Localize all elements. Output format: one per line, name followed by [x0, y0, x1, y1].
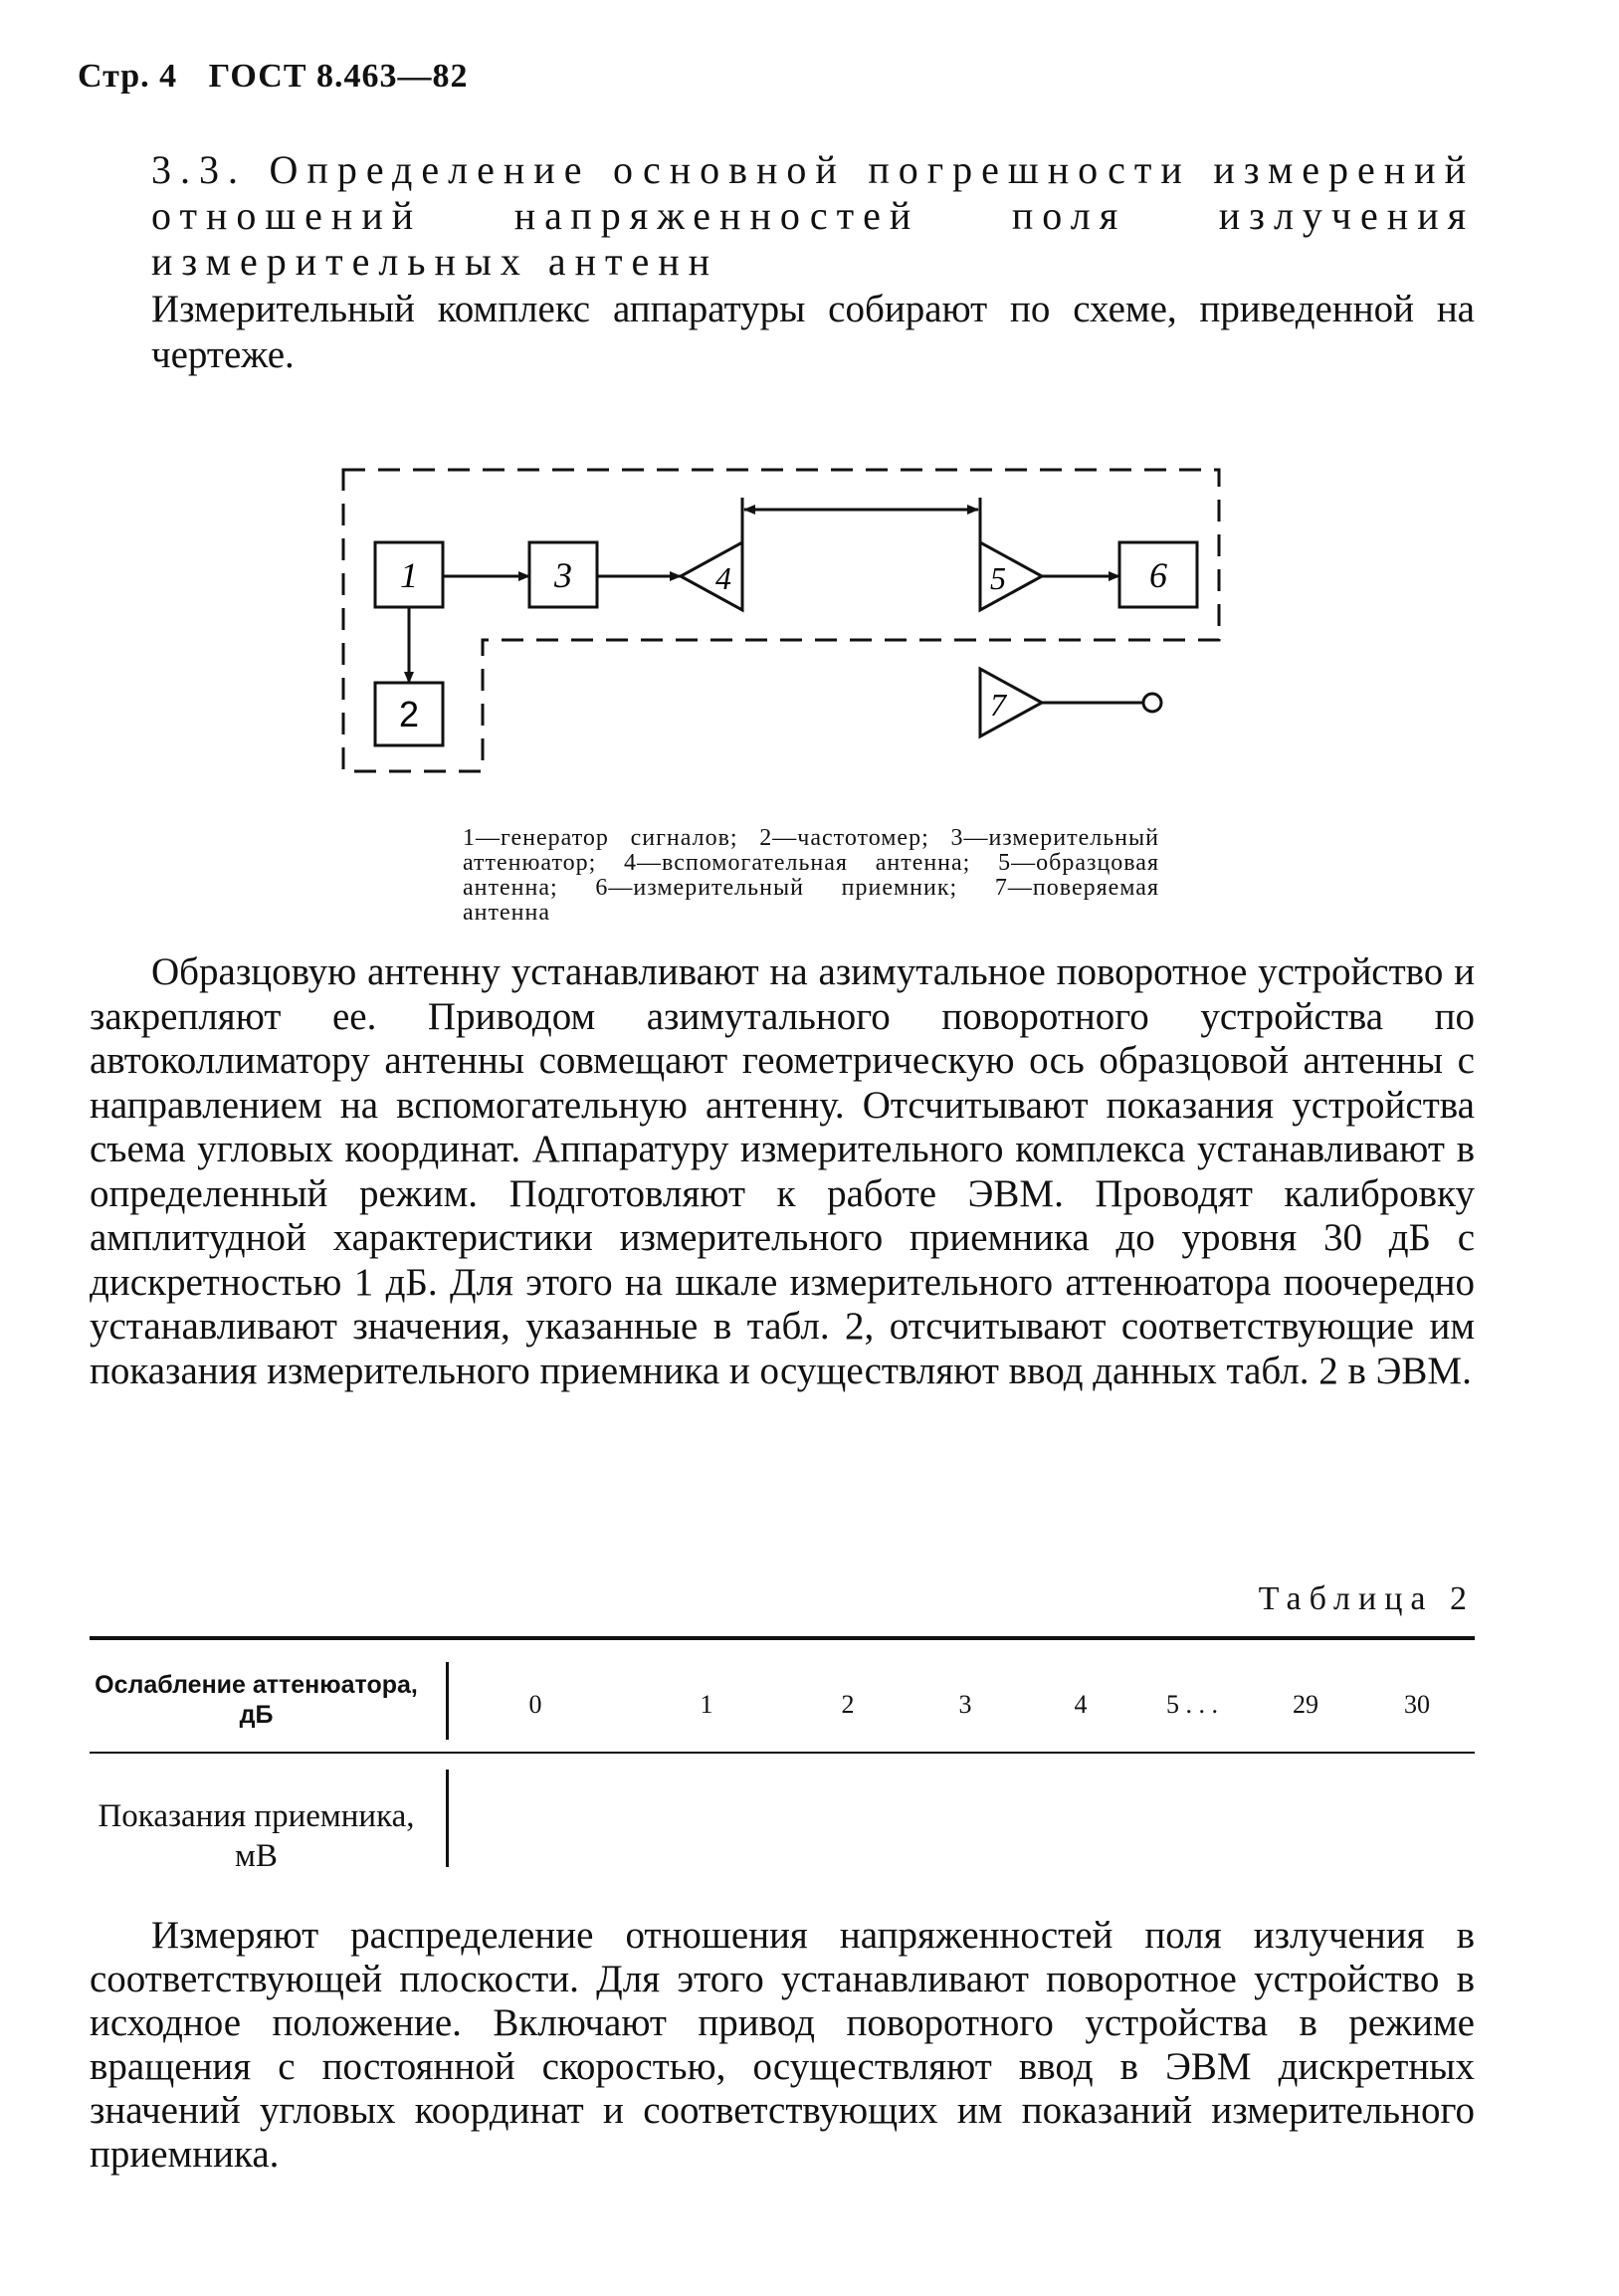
gost-number: ГОСТ 8.463—82: [208, 58, 469, 95]
table-cell: 5 . . .: [1166, 1690, 1218, 1719]
svg-text:3: 3: [554, 555, 572, 595]
paragraph-measurement: Измеряют распределение отношения напряженностей поля излучения в соответствующей плоскости. Для этого устанавливают поворотное устройство в исходное положение. Включают привод поворотного устройства в режиме вращения с постоянной скоростью, осуществляют ввод в ЭВМ дискретных значений угловых координат и соответствующих им показаний измерительного приемника.: [90, 1914, 1475, 2176]
table-vertical-rule-1: [446, 1662, 449, 1740]
table-cell: 4: [1074, 1690, 1088, 1719]
table-cell: 2: [841, 1690, 855, 1719]
table-cell: 30: [1404, 1690, 1430, 1719]
svg-text:2: 2: [398, 694, 420, 734]
svg-text:4: 4: [715, 560, 731, 596]
svg-text:6: 6: [1149, 555, 1167, 595]
svg-text:1: 1: [400, 555, 418, 595]
antenna-7-under-test: [980, 669, 1161, 736]
block-2-frequency-meter: [375, 683, 443, 745]
table-row-label-attenuation: Ослабление аттенюатора, дБ: [95, 1671, 418, 1729]
figure-caption: 1—генератор сигналов; 2—частотомер; 3—измерительный аттенюатор; 4—вспомогательная антенна; 5—образцовая антенна; 6—измерительный приемник; 7—поверяемая антенна: [463, 825, 1159, 926]
svg-text:5: 5: [990, 560, 1006, 596]
page-number: Стр. 4: [78, 58, 178, 95]
table-cell: 0: [528, 1690, 542, 1719]
table-top-rule: [90, 1636, 1475, 1640]
table-row-label-receiver: Показания приемника, мВ: [98, 1798, 415, 1874]
antenna-5-reference: [980, 542, 1042, 610]
block-3-attenuator: [529, 542, 597, 607]
antenna-4-auxiliary: [681, 542, 742, 610]
section-title: 3.3. Определение основной погрешности измерений отношений напряженностей поля излучения измерительных антенн: [151, 147, 1475, 284]
table-vertical-rule-2: [446, 1770, 449, 1867]
block-1-signal-generator: [375, 542, 443, 607]
table-mid-rule: [90, 1752, 1475, 1754]
table-caption: Таблица 2: [1258, 1580, 1475, 1617]
table-cell: 1: [700, 1690, 713, 1719]
table-cell: 29: [1293, 1690, 1318, 1719]
paragraph-calibration: Образцовую антенну устанавливают на азимутальное поворотное устройство и закрепляют ее. Приводом азимутального поворотного устройства по автоколлиматору антенны совмещают геометрическую ось образцовой антенны с направлением на вспомогательную антенну. Отсчитывают показания устройства съема угловых координат. Аппаратуру измерительного комплекса устанавливают в определенный режим. Подготовляют к работе ЭВМ. Проводят калибровку амплитудной характеристики измерительного приемника до уровня 30 дБ с дискретностью 1 дБ. Для этого на шкале измерительного аттенюатора поочередно устанавливают значения, указанные в табл. 2, отсчитывают соответствующие им показания измерительного приемника и осуществляют ввод данных табл. 2 в ЭВМ.: [90, 950, 1475, 1392]
block-diagram: [0, 0, 1619, 816]
svg-text:7: 7: [990, 687, 1006, 723]
table-cell: 3: [958, 1690, 972, 1719]
intro-paragraph: Измерительный комплекс аппаратуры собирают по схеме, приведенной на чертеже.: [151, 288, 1475, 376]
dashed-boundary: [343, 470, 1219, 771]
block-6-receiver: [1119, 542, 1197, 607]
